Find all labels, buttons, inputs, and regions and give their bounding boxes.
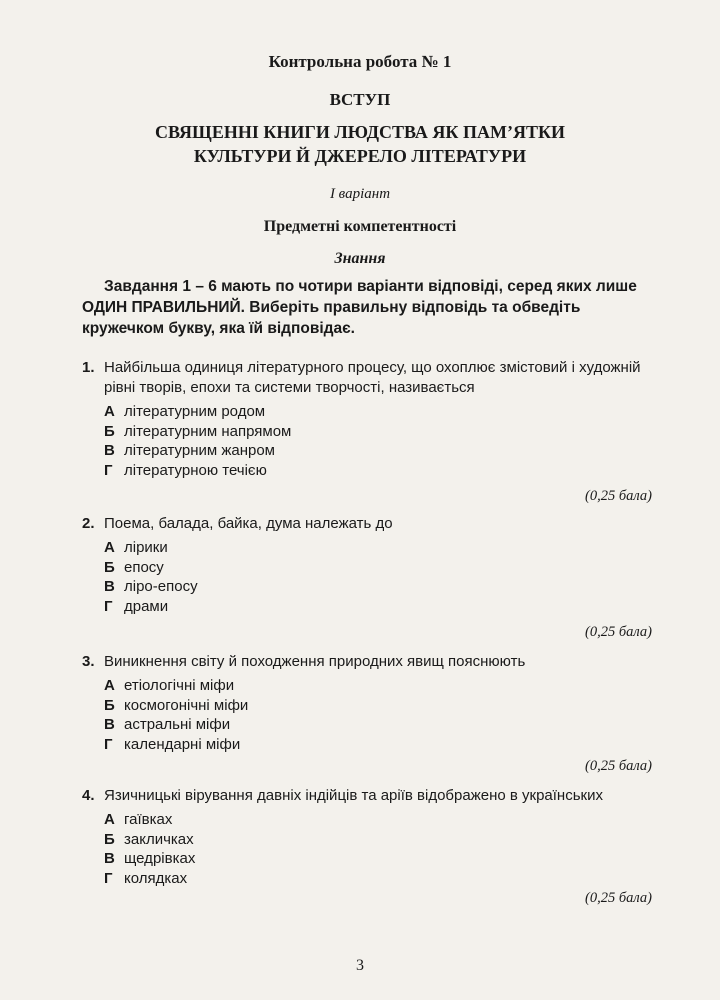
option-a[interactable] <box>104 810 662 830</box>
question-4-points: (0,25 бала) <box>585 890 652 906</box>
option-text: літературним жанром <box>124 442 275 459</box>
question-number: 3. <box>82 653 95 670</box>
option-b[interactable] <box>104 558 662 578</box>
option-b[interactable] <box>104 696 662 716</box>
option-letter[interactable]: В <box>104 850 115 867</box>
subject-line-2: КУЛЬТУРИ Й ДЖЕРЕЛО ЛІТЕРАТУРИ <box>193 146 527 166</box>
option-g[interactable] <box>104 869 662 889</box>
question-2 <box>82 514 662 616</box>
task-instructions: Завдання 1 – 6 мають по чотири варіанти відповіді, серед яких лише ОДИН ПРАВИЛЬНИЙ. Виберіть правильну відповідь та обведіть кружечком букву, яка їй відповідає. <box>82 278 637 337</box>
option-b[interactable] <box>104 422 662 442</box>
option-letter[interactable]: Б <box>104 558 115 576</box>
option-text: щедрівках <box>124 850 196 867</box>
option-list <box>82 676 662 754</box>
question-3-points: (0,25 бала) <box>585 758 652 774</box>
section-heading: ВСТУП <box>329 90 391 109</box>
option-letter[interactable]: Б <box>104 696 115 714</box>
option-text: гаївках <box>124 811 173 828</box>
option-text: космогонічні міфи <box>124 696 249 714</box>
subject-line-1: СВЯЩЕННІ КНИГИ ЛЮДСТВА ЯК ПАМ’ЯТКИ <box>154 122 566 142</box>
option-a[interactable] <box>104 402 662 422</box>
option-text: астральні міфи <box>124 716 231 733</box>
option-letter[interactable]: Б <box>104 830 115 848</box>
test-title: Контрольна робота № 1 <box>268 52 452 71</box>
question-text <box>82 358 662 398</box>
option-text: календарні міфи <box>124 735 241 753</box>
question-number: 2. <box>82 515 95 532</box>
option-b[interactable] <box>104 830 662 850</box>
option-list <box>82 402 662 480</box>
question-2-points: (0,25 бала) <box>585 624 652 640</box>
option-a[interactable] <box>104 676 662 696</box>
question-1-points: (0,25 бала) <box>585 488 652 504</box>
option-g[interactable] <box>104 461 662 481</box>
option-letter[interactable]: А <box>104 539 115 556</box>
question-number: 4. <box>82 787 95 804</box>
option-letter[interactable]: В <box>104 442 115 459</box>
option-g[interactable] <box>104 597 662 617</box>
subject-heading <box>0 120 720 168</box>
question-text <box>82 514 662 534</box>
option-letter[interactable]: Г <box>104 735 113 753</box>
option-v[interactable] <box>104 715 662 735</box>
option-letter[interactable]: А <box>104 811 115 828</box>
option-v[interactable] <box>104 577 662 597</box>
variant-label: І варіант <box>329 186 391 202</box>
option-g[interactable] <box>104 735 662 755</box>
question-body: Виникнення світу й походження природних явищ пояснюють <box>104 653 526 670</box>
question-body: Язичницькі вірування давніх індійців та аріїв відображено в українських <box>104 787 603 804</box>
option-text: закличках <box>124 830 194 848</box>
question-3 <box>82 652 662 754</box>
option-letter[interactable]: Г <box>104 869 113 887</box>
option-letter[interactable]: В <box>104 578 115 595</box>
competence-heading: Предметні компетентності <box>263 218 457 235</box>
option-letter[interactable]: А <box>104 403 115 420</box>
question-body: Поема, балада, байка, дума належать до <box>104 515 393 532</box>
question-text <box>82 652 662 672</box>
question-1 <box>82 358 662 480</box>
option-text: колядках <box>124 869 188 887</box>
question-text <box>82 786 662 806</box>
option-letter[interactable]: А <box>104 677 115 694</box>
option-text: ліро-епосу <box>124 578 198 595</box>
option-a[interactable] <box>104 538 662 558</box>
question-4 <box>82 786 662 888</box>
option-letter[interactable]: Г <box>104 461 113 479</box>
option-text: літературним родом <box>124 403 266 420</box>
option-v[interactable] <box>104 849 662 869</box>
page-number: 3 <box>356 957 364 974</box>
option-letter[interactable]: Б <box>104 422 115 440</box>
option-list <box>82 810 662 888</box>
option-letter[interactable]: Г <box>104 597 113 615</box>
option-letter[interactable]: В <box>104 716 115 733</box>
option-v[interactable] <box>104 441 662 461</box>
option-text: драми <box>124 597 169 615</box>
option-text: літературною течією <box>124 461 267 479</box>
question-body: Найбільша одиниця літературного процесу, що охоплює змістовий і художній рівні творів, епохи та системи творчості, називається <box>104 359 641 396</box>
knowledge-heading: Знання <box>334 250 386 267</box>
option-text: епосу <box>124 558 164 576</box>
option-text: літературним напрямом <box>124 422 292 440</box>
option-text: лірики <box>124 539 168 556</box>
option-text: етіологічні міфи <box>124 677 235 694</box>
option-list <box>82 538 662 616</box>
question-number: 1. <box>82 359 95 376</box>
